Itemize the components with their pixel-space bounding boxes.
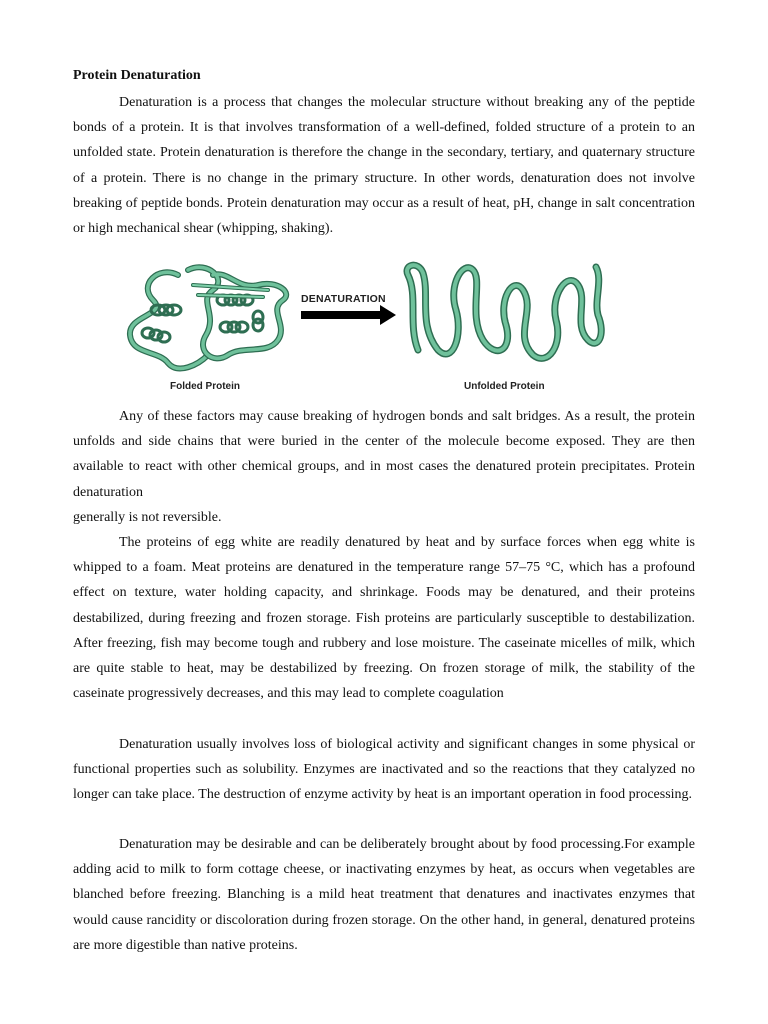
paragraph-factors-continued: generally is not reversible.: [73, 510, 222, 525]
folded-protein-illustration: [130, 267, 286, 368]
unfolded-protein-label: Unfolded Protein: [464, 381, 545, 392]
paragraph-biological-activity: Denaturation usually involves loss of biological activity and significant changes in some physical or functional properties such as solubility. Enzymes are inactivated and so the reactions that they catalyzed no longer can take place. The destruction of enzyme activity by heat is an important operation in food processing.: [73, 737, 695, 803]
page-title: Protein Denaturation: [73, 68, 201, 83]
denaturation-diagram: [118, 255, 618, 397]
paragraph-egg-white: The proteins of egg white are readily denatured by heat and by surface forces when egg white is whipped to a foam. Meat proteins are denatured in the temperature range 57–75 °C, which has a profound effect on texture, water holding capacity, and shrinkage. Foods may be denatured, and their proteins destabilized, during freezing and frozen storage. Fish proteins are particularly susceptible to destabilization. After freezing, fish may become tough and rubbery and lose moisture. The caseinate micelles of milk, which are quite stable to heat, may be destabilized by freezing. On frozen storage of milk, the stability of the caseinate progressively decreases, and this may lead to complete coagulation: [73, 535, 695, 702]
paragraph-factors: Any of these factors may cause breaking of hydrogen bonds and salt bridges. As a result, the protein unfolds and side chains that were buried in the center of the molecule become exposed. They are then available to react with other chemical groups, and in most cases the denatured protein precipitates. Protein denaturation: [73, 409, 695, 500]
paragraph-intro: Denaturation is a process that changes the molecular structure without breaking any of the peptide bonds of a protein. It is that involves transformation of a well-defined, folded structure of a protein to an unfolded state. Protein denaturation is therefore the change in the secondary, tertiary, and quaternary structure of a protein. There is no change in the primary structure. In other words, denaturation does not involve breaking of peptide bonds. Protein denaturation may occur as a result of heat, pH, change in salt concentration or high mechanical shear (whipping, shaking).: [73, 95, 695, 237]
denaturation-arrow-label: DENATURATION: [301, 293, 386, 305]
arrow-icon: [301, 305, 396, 325]
unfolded-protein-illustration: [407, 265, 601, 358]
paragraph-food-processing: Denaturation may be desirable and can be deliberately brought about by food processing.For example adding acid to milk to form cottage cheese, or inactivating enzymes by heat, as occurs when vegetables are blanched before freezing. Blanching is a mild heat treatment that denatures and inactivates enzymes that would cause rancidity or discoloration during frozen storage. On the other hand, in general, denatured proteins are more digestible than native proteins.: [73, 837, 695, 953]
denaturation-figure: [118, 255, 618, 397]
folded-protein-label: Folded Protein: [170, 381, 240, 392]
